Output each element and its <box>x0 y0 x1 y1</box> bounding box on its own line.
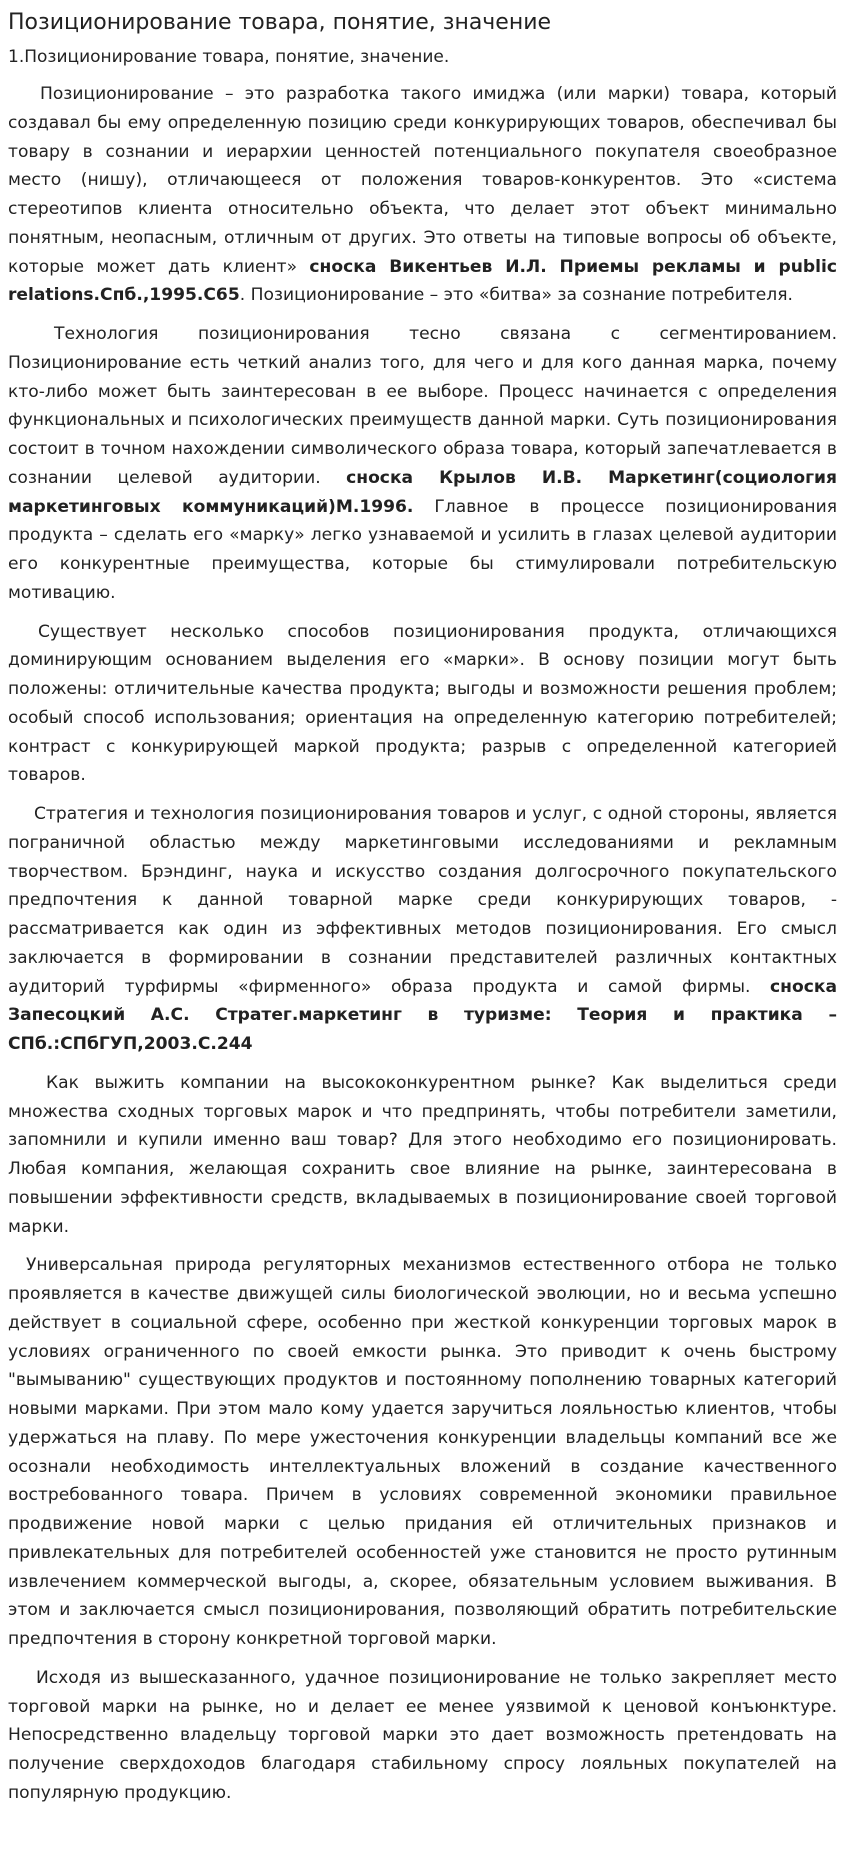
paragraph-strategy <box>8 800 837 1059</box>
paragraph-methods <box>8 618 837 791</box>
footnote-reference: сноска Крылов И.В. Маркетинг(социология маркетинговых коммуникаций)М.1996. <box>8 467 837 517</box>
paragraph-text: Универсальная природа регуляторных механизмов естественного отбора не только проявляется в качестве движущей силы биологической эволюции, но и весьма успешно действует в социальной сфере, особенно при жесткой конкуренции торговых марок в условиях ограниченного по своей емкости рынка. Это приводит к очень быстрому "вымыванию" существующих продуктов и постоянному пополнению товарных категорий новыми марками. При этом мало кому удается заручиться лояльностью клиентов, чтобы удержаться на плаву. По мере ужесточения конкуренции владельцы компаний все же осознали необходимость интеллектуальных вложений в создание качественного востребованного товара. Причем в условиях современной экономики правильное продвижение новой марки с целью придания ей отличительных признаков и привлекательных для потребителей особенностей уже становится не просто рутинным извлечением коммерческой выгоды, а, скорее, обязательным условием выживания. В этом и заключается смысл позиционирования, позволяющий обратить потребительские предпочтения в сторону конкретной торговой марки. <box>8 1255 837 1649</box>
paragraph-definition <box>8 80 837 310</box>
page-title: Позиционирование товара, понятие, значение <box>8 10 552 35</box>
footnote-reference: сноска Викентьев И.Л. Приемы рекламы и public relations.Спб.,1995.С65 <box>8 256 837 306</box>
paragraph-technology <box>8 320 837 608</box>
paragraph-text: Существует несколько способов позиционирования продукта, отличающихся доминирующим основанием выделения его «марки». В основу позиции могут быть положены: отличительные качества продукта; выгоды и возможности решения проблем; особый способ использования; ориентация на определенную категорию потребителей; контраст с конкурирующей маркой продукта; разрыв с определенной категорией товаров. <box>8 621 837 786</box>
paragraph-text: Позиционирование – это разработка такого имиджа (или марки) товара, который создавал бы ему определенную позицию среди конкурирующих товаров, обеспечивал бы товару в сознании и иерархии ценностей потенциального покупателя своеобразное место (нишу), отличающееся от положения товаров-конкурентов. Это «система стереотипов клиента относительно объекта, что делает этот объект минимально понятным, неопасным, отличным от других. Это ответы на типовые вопросы об объекте, которые может дать клиент» <box>8 84 837 277</box>
paragraph-conclusion <box>8 1664 837 1808</box>
paragraph-text: Технология позиционирования тесно связана с сегментированием. Позиционирование есть четкий анализ того, для чего и для кого данная марка, почему кто-либо может быть заинтересован в ее выборе. Процесс начинается с определения функциональных и психологических преимуществ данной марки. Суть позиционирования состоит в точном нахождении символического образа товара, который запечатлевается в сознании целевой аудитории. <box>8 324 837 488</box>
paragraph-text: Главное в процессе позиционирования продукта – сделать его «марку» легко узнаваемой и усилить в глазах целевой аудитории его конкурентные преимущества, которые бы стимулировали потребительскую мотивацию. <box>8 496 837 603</box>
paragraph-natural-selection <box>8 1251 837 1654</box>
section-heading: 1.Позиционирование товара, понятие, значение. <box>8 47 450 67</box>
paragraph-text: Как выжить компании на высококонкурентном рынке? Как выделиться среди множества сходных торговых марок и что предпринять, чтобы потребители заметили, запомнили и купили именно ваш товар? Для этого необходимо его позиционировать. Любая компания, желающая сохранить свое влияние на рынке, заинтересована в повышении эффективности средств, вкладываемых в позиционирование своей торговой марки. <box>8 1072 837 1237</box>
footnote-reference: сноска Запесоцкий А.С. Стратег.маркетинг в туризме: Теория и практика – СПб.:СПбГУП,2003.С.244 <box>8 976 837 1054</box>
paragraph-text: . Позиционирование – это «битва» за сознание потребителя. <box>239 285 793 306</box>
paragraph-text: Исходя из вышесказанного, удачное позиционирование не только закрепляет место торговой марки на рынке, но и делает ее менее уязвимой к ценовой конъюнктуре. Непосредственно владельцу торговой марки это дает возможность претендовать на получение сверхдоходов благодаря стабильному спросу лояльных покупателей на популярную продукцию. <box>8 1667 837 1803</box>
paragraph-survival <box>8 1069 837 1242</box>
paragraph-text: Стратегия и технология позиционирования товаров и услуг, с одной стороны, является пограничной областью между маркетинговыми исследованиями и рекламным творчеством. Брэндинг, наука и искусство создания долгосрочного покупательского предпочтения к данной товарной марке среди конкурирующих товаров, - рассматривается как один из эффективных методов позиционирования. Его смысл заключается в формировании в сознании представителей различных контактных аудиторий турфирмы «фирменного» образа продукта и самой фирмы. <box>8 804 837 997</box>
